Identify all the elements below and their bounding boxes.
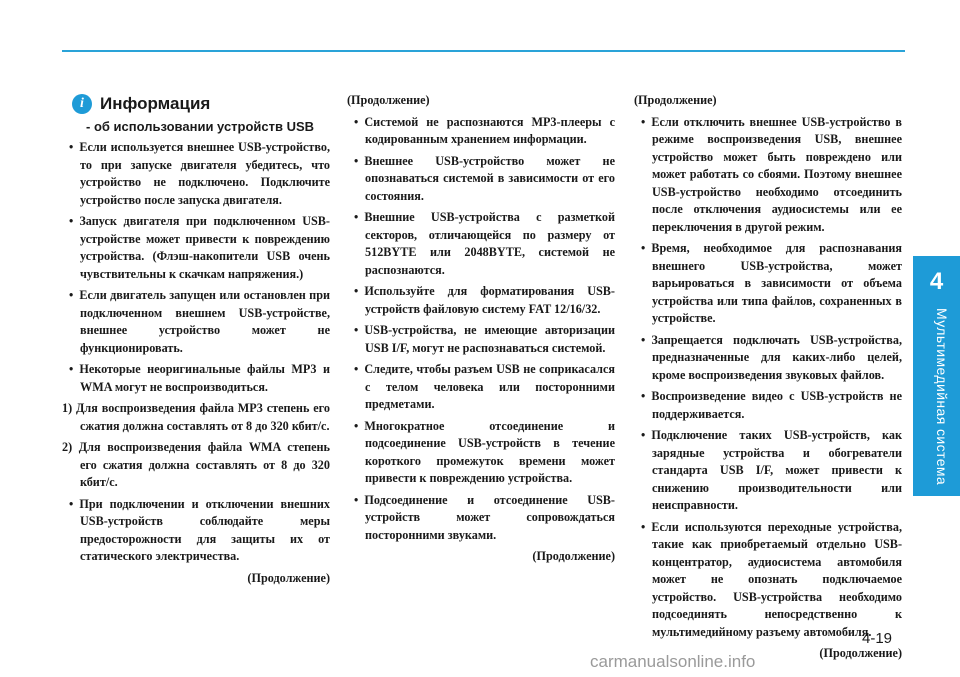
list-item xyxy=(347,322,615,357)
header-rule xyxy=(62,50,905,52)
list-marker: • xyxy=(354,284,359,298)
list-item xyxy=(634,114,902,237)
list-item-text: При подключении и отключении внешних USB-устройств соблюдайте меры предосторожности для защиты их от статического электричества. xyxy=(79,496,330,563)
list-item-text: USB-устройства, не имеющие авторизации USB I/F, могут не распознаваться системой. xyxy=(364,323,615,355)
continued-label: (Продолжение) xyxy=(247,570,330,585)
list-item xyxy=(634,427,902,515)
list-item xyxy=(62,287,330,357)
list-marker: • xyxy=(354,323,359,337)
list-marker: • xyxy=(641,389,646,403)
list-item-text: Воспроизведение видео с USB-устройств не поддерживается. xyxy=(651,389,902,421)
info-title: Информация xyxy=(100,94,211,114)
continued-heading: (Продолжение) xyxy=(347,93,430,107)
list-item xyxy=(62,400,330,435)
chapter-number: 4 xyxy=(929,268,944,295)
list-marker: • xyxy=(69,214,74,228)
continued-label: (Продолжение) xyxy=(532,549,615,563)
list-item xyxy=(62,439,330,492)
list-marker: • xyxy=(641,241,646,255)
list-item xyxy=(347,153,615,206)
list-marker: 1) xyxy=(62,401,73,415)
list-item-text: Для воспроизведения файла MP3 степень его сжатия должна составлять от 8 до 320 кбит/с. xyxy=(76,401,330,433)
list-item xyxy=(62,361,330,396)
list-item xyxy=(347,114,615,149)
continued-heading: (Продолжение) xyxy=(634,93,717,107)
chapter-title: Мультимедийная система xyxy=(934,308,950,486)
list-item-text: Многократное отсоединение и подсоединение USB-устройств в течение короткого промежуток времени может привести к повреждению устройства. xyxy=(364,418,615,485)
list-item xyxy=(634,388,902,423)
list-marker: • xyxy=(354,362,359,376)
list-item xyxy=(347,209,615,279)
list-item-text: Запуск двигателя при подключенном USB-устройстве может привести к повреждению устройства. (Флэш-накопители USB очень чувствительны к скачкам напряжения.) xyxy=(79,214,330,281)
list-marker: • xyxy=(641,332,646,347)
list-item-text: Следите, чтобы разъем USB не соприкасался с телом человека или посторонними предметами. xyxy=(364,362,615,411)
continued-label: (Продолжение) xyxy=(819,646,902,660)
list-item-text: Системой не распознаются MP3-плееры с кодированным хранением информации. xyxy=(364,114,615,146)
info-subtitle: - об использовании устройств USB xyxy=(86,119,315,134)
list-item-text: Если используются переходные устройства, такие как приобретаемый отдельно USB-концентратор, аудиосистема автомобиля может не опознать подключаемое устройство. USB-устройства необходимо подсоединять непосредственно к мультимедийному разъему автомобиля. xyxy=(651,519,902,639)
column-2-list xyxy=(347,114,615,545)
list-marker: • xyxy=(69,362,74,376)
info-header xyxy=(62,94,330,114)
column-3-list xyxy=(634,114,902,642)
list-marker: • xyxy=(354,114,359,129)
page-number: 4-19 xyxy=(862,630,893,647)
column-1-list xyxy=(62,139,330,566)
list-marker: • xyxy=(641,114,646,129)
chapter-tab xyxy=(913,256,960,496)
column-2 xyxy=(347,92,615,566)
list-item xyxy=(634,519,902,642)
list-item-text: Если используется внешнее USB-устройство, то при запуске двигателя убедитесь, что устройство не подключено. Подключите устройство после запуска двигателя. xyxy=(79,140,330,207)
list-item-text: Если двигатель запущен или остановлен при подключенном внешнем USB-устройстве, внешнее устройство может не функционировать. xyxy=(79,288,330,355)
list-marker: • xyxy=(641,428,646,442)
list-item xyxy=(634,240,902,328)
list-item-text: Некоторые неоригинальные файлы MP3 и WMA могут не воспроизводиться. xyxy=(79,362,330,394)
list-marker: • xyxy=(69,288,74,302)
list-item xyxy=(62,139,330,209)
column-1 xyxy=(62,92,330,587)
list-item xyxy=(347,418,615,488)
list-marker: • xyxy=(69,496,74,511)
list-item-text: Если отключить внешнее USB-устройство в режиме воспроизведения USB, внешнее устройство может быть повреждено или может работать со сбоями. Поэтому внешнее USB-устройство необходимо отсоединить после отключения аудиосистемы или ее переключения в другой режим. xyxy=(651,114,902,234)
list-item-text: Внешнее USB-устройство может не опознаваться системой в зависимости от его состояния. xyxy=(364,153,615,203)
list-marker: • xyxy=(69,140,74,154)
list-item-text: Подключение таких USB-устройств, как зарядные устройства и обогреватели стандарта USB I/F, может привести к снижению производительности или неисправности. xyxy=(651,428,902,512)
list-marker: 2) xyxy=(62,440,73,454)
list-item xyxy=(347,283,615,318)
list-marker: • xyxy=(354,418,359,433)
list-item-text: Для воспроизведения файла WMA степень его сжатия должна составлять от 8 до 320 кбит/с. xyxy=(78,440,330,489)
list-item-text: Подсоединение и отсоединение USB-устройств может сопровождаться посторонними звуками. xyxy=(364,492,615,542)
list-item xyxy=(62,213,330,283)
list-item-text: Запрещается подключать USB-устройства, предназначенные для каких-либо целей, кроме воспроизведения звуковых файлов. xyxy=(651,332,902,382)
list-item xyxy=(634,332,902,385)
list-marker: • xyxy=(354,210,359,224)
watermark: carmanualsonline.info xyxy=(590,652,756,671)
list-item xyxy=(62,496,330,566)
column-3 xyxy=(634,92,902,663)
list-marker: • xyxy=(641,519,646,534)
info-icon: i xyxy=(72,94,92,114)
list-item-text: Используйте для форматирования USB-устройств файловую систему FAT 12/16/32. xyxy=(364,284,615,316)
list-item-text: Время, необходимое для распознавания внешнего USB-устройства, может варьироваться в зависимости от объема устройства или типа файлов, сохраненных в устройстве. xyxy=(651,241,902,325)
list-item-text: Внешние USB-устройства с разметкой секторов, отличающейся по размеру от 512BYTE или 2048BYTE, системой не распознаются. xyxy=(364,210,615,277)
list-marker: • xyxy=(354,153,359,168)
list-item xyxy=(347,361,615,414)
list-marker: • xyxy=(354,492,359,507)
list-item xyxy=(347,492,615,545)
